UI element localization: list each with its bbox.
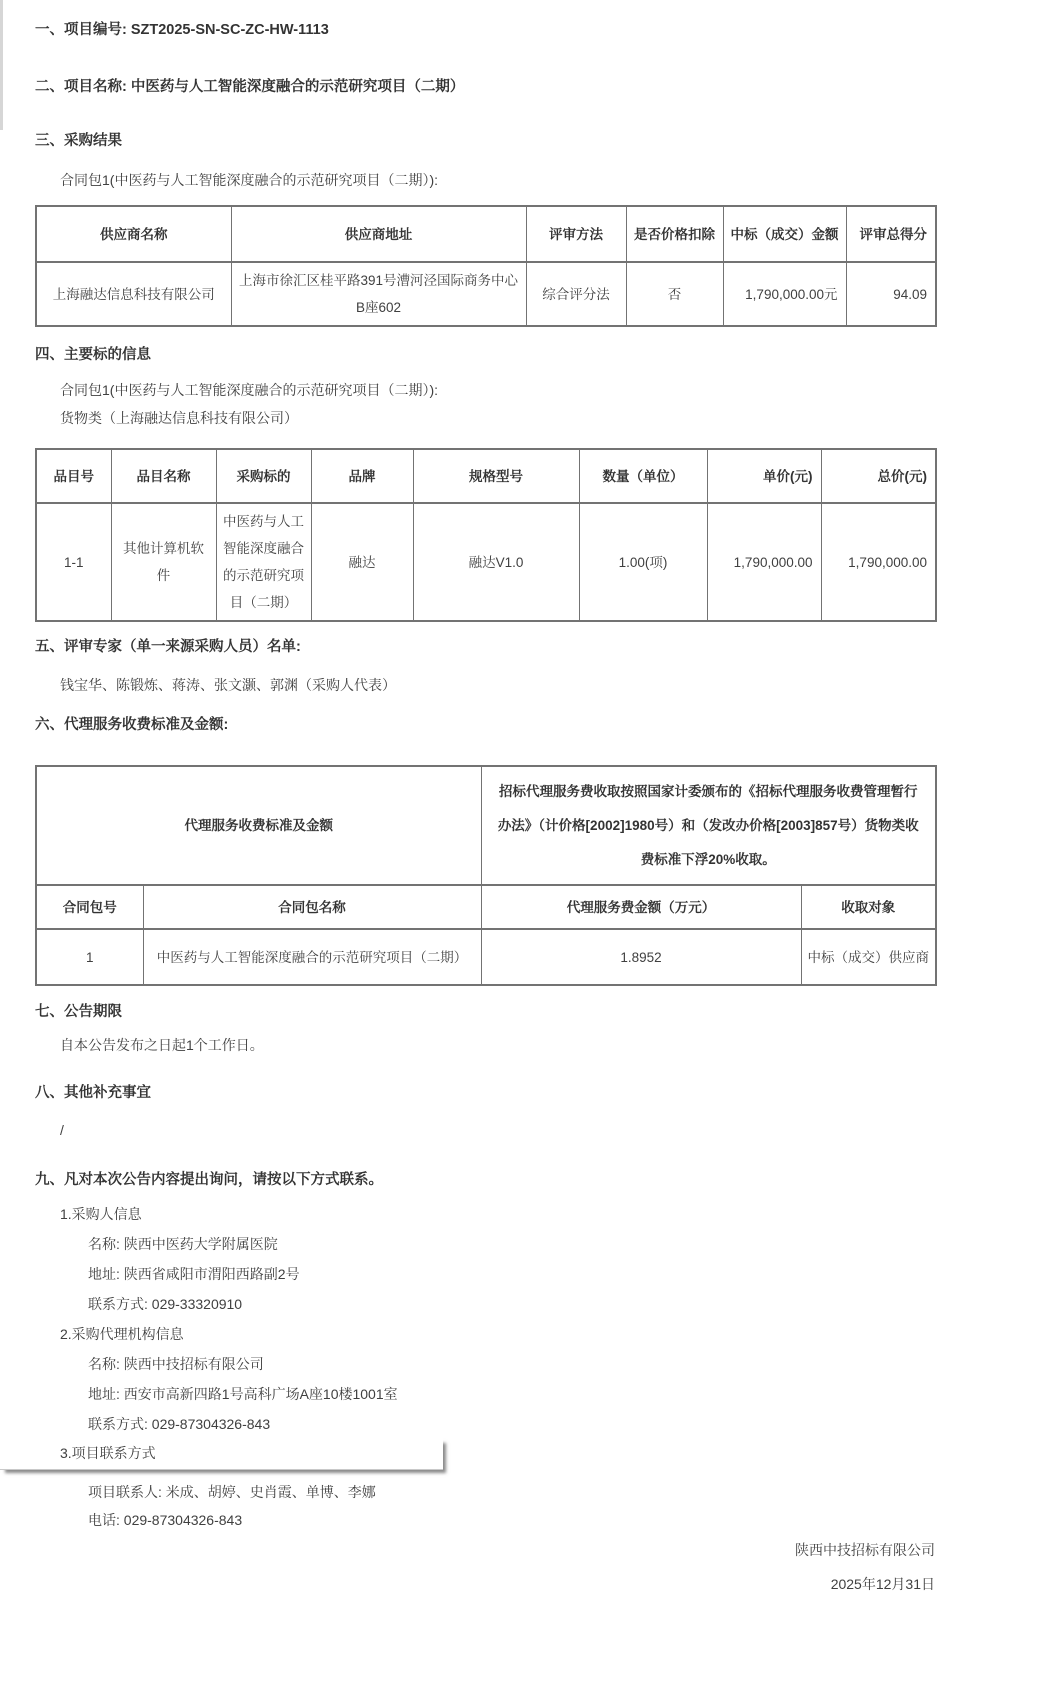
cell-brand: 融达: [311, 503, 413, 621]
result-table-header-row: [36, 206, 936, 262]
th-brand: 品牌: [311, 449, 413, 503]
cell-fee-payer: 中标（成交）供应商: [801, 929, 936, 985]
fee-table-row: [36, 929, 936, 985]
page-edge-artifact: [0, 0, 3, 130]
th-supplier-name: 供应商名称: [36, 206, 231, 262]
purchaser-name: 名称: 陕西中医药大学附属医院: [88, 1236, 278, 1253]
section-9-title: 九、凡对本次公告内容提出询问，请按以下方式联系。: [35, 1172, 383, 1189]
agency-phone: 联系方式: 029-87304326-843: [88, 1416, 271, 1433]
cell-price-deduction: 否: [626, 262, 723, 326]
cell-award-amount: 1,790,000.00元: [723, 262, 846, 326]
cell-supplier-address: 上海市徐汇区桂平路391号漕河泾国际商务中心B座602: [231, 262, 526, 326]
cell-total-score: 94.09: [846, 262, 936, 326]
th-fee-payer: 收取对象: [801, 885, 936, 929]
cell-procurement-subject: 中医药与人工智能深度融合的示范研究项目（二期）: [216, 503, 311, 621]
th-package-name: 合同包名称: [143, 885, 481, 929]
agency-fee-table: [35, 765, 937, 986]
procurement-result-table: [35, 205, 937, 327]
th-package-number: 合同包号: [36, 885, 143, 929]
fee-standard-row: [36, 766, 936, 885]
th-quantity-unit: 数量（单位）: [579, 449, 707, 503]
items-table-header-row: [36, 449, 936, 503]
announcement-period-text: 自本公告发布之日起1个工作日。: [60, 1037, 264, 1054]
section-4-package-label: 合同包1(中医药与人工智能深度融合的示范研究项目（二期）):: [60, 382, 438, 398]
agency-info-title: 2.采购代理机构信息: [60, 1326, 184, 1343]
section-3-package-label: 合同包1(中医药与人工智能深度融合的示范研究项目（二期）):: [60, 172, 438, 188]
supplementary-text: /: [60, 1122, 64, 1139]
cell-package-name: 中医药与人工智能深度融合的示范研究项目（二期）: [143, 929, 481, 985]
cell-spec-model: 融达V1.0: [413, 503, 579, 621]
th-award-amount: 中标（成交）金额: [723, 206, 846, 262]
section-1-project-number: 一、项目编号: SZT2025-SN-SC-ZC-HW-1113: [35, 22, 329, 38]
th-item-number: 品目号: [36, 449, 111, 503]
th-procurement-subject: 采购标的: [216, 449, 311, 503]
section-4-title: 四、主要标的信息: [35, 347, 151, 363]
bid-items-table: [35, 448, 937, 622]
th-supplier-address: 供应商地址: [231, 206, 526, 262]
th-total-price: 总价(元): [821, 449, 936, 503]
section-6-title: 六、代理服务收费标准及金额:: [35, 717, 229, 733]
cell-item-number: 1-1: [36, 503, 111, 621]
section-3-title: 三、采购结果: [35, 133, 122, 149]
cell-fee-standard-text: 招标代理服务费收取按照国家计委颁布的《招标代理服务收费管理暂行办法》（计价格[2002]1980号）和（发改办价格[2003]857号）货物类收费标准下浮20%收取。: [481, 766, 936, 885]
th-review-method: 评审方法: [526, 206, 626, 262]
cell-agency-fee-amount: 1.8952: [481, 929, 801, 985]
cell-quantity-unit: 1.00(项): [579, 503, 707, 621]
th-total-score: 评审总得分: [846, 206, 936, 262]
project-contact-title-highlight: 3.项目联系方式: [0, 1438, 443, 1470]
section-8-title: 八、其他补充事宜: [35, 1085, 151, 1102]
section-2-project-name: 二、项目名称: 中医药与人工智能深度融合的示范研究项目（二期）: [35, 79, 465, 95]
items-table-row: [36, 503, 936, 621]
section-4-category-label: 货物类（上海融达信息科技有限公司）: [60, 410, 298, 426]
agency-address: 地址: 西安市高新四路1号高科广场A座10楼1001室: [88, 1386, 398, 1403]
section-7-title: 七、公告期限: [35, 1004, 122, 1021]
fee-table-header-row: [36, 885, 936, 929]
cell-supplier-name: 上海融达信息科技有限公司: [36, 262, 231, 326]
cell-fee-standard-label: 代理服务收费标准及金额: [36, 766, 481, 885]
purchaser-phone: 联系方式: 029-33320910: [88, 1296, 243, 1313]
footer-company: 陕西中技招标有限公司: [795, 1542, 935, 1559]
th-item-name: 品目名称: [111, 449, 216, 503]
announcement-document: [35, 0, 935, 1594]
cell-package-number: 1: [36, 929, 143, 985]
purchaser-info-title: 1.采购人信息: [60, 1206, 142, 1223]
purchaser-address: 地址: 陕西省咸阳市渭阳西路副2号: [88, 1266, 300, 1283]
th-unit-price: 单价(元): [707, 449, 821, 503]
project-contact-persons: 项目联系人: 米成、胡婷、史肖霞、单博、李娜: [88, 1484, 376, 1501]
th-price-deduction: 是否价格扣除: [626, 206, 723, 262]
agency-name: 名称: 陕西中技招标有限公司: [88, 1356, 264, 1373]
result-table-row: [36, 262, 936, 326]
expert-names: 钱宝华、陈锻炼、蒋涛、张文灏、郭渊（采购人代表）: [60, 677, 396, 693]
th-agency-fee-amount: 代理服务费金额（万元）: [481, 885, 801, 929]
cell-review-method: 综合评分法: [526, 262, 626, 326]
project-contact-phone: 电话: 029-87304326-843: [88, 1512, 243, 1529]
footer-date: 2025年12月31日: [830, 1576, 935, 1593]
section-5-title: 五、评审专家（单一来源采购人员）名单:: [35, 639, 301, 655]
cell-item-name: 其他计算机软件: [111, 503, 216, 621]
cell-total-price: 1,790,000.00: [821, 503, 936, 621]
th-spec-model: 规格型号: [413, 449, 579, 503]
cell-unit-price: 1,790,000.00: [707, 503, 821, 621]
